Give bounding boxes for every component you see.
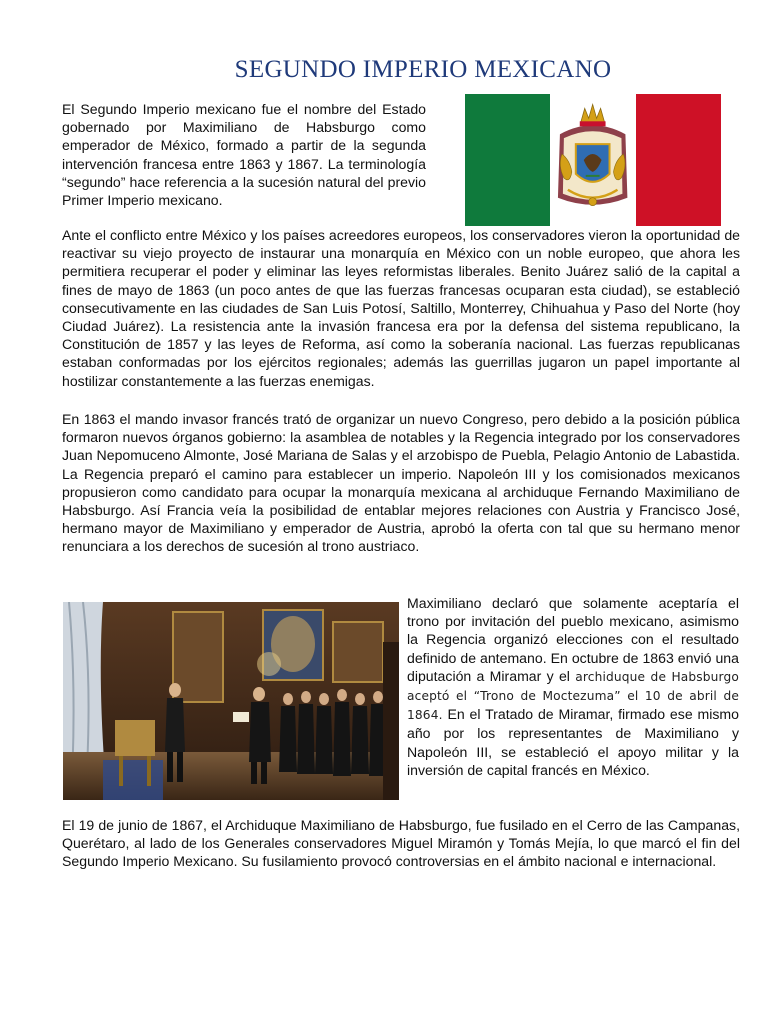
paragraph-miramar-part-1: Maximiliano declaró que solamente aceptaría el trono por invitación del pueblo mexicano, asimismo la Regencia organizó elecciones con el resultado definido de antemano. En octubre de 1863 envió una diputación a Miramar y el [407,595,739,684]
paragraph-conflict: Ante el conflicto entre México y los países acreedores europeos, los conservadores vieron la oportunidad de reactivar su viejo proyecto de instaurar una monarquía en México con un noble europeo, que ahora les permitiera recuperar el poder y eliminar las leyes reformistas liberales. Benito Juárez salió de la capital a fines de mayo de 1863 (un poco antes de que las fuerzas francesas ocuparan esta ciudad), se estableció consecutivamente en las ciudades de San Luis Potosí, Saltillo, Monterrey, Chihuahua y Paso del Norte (hoy Ciudad Juárez). La resistencia ante la invasión francesa era por la defensa del sistema republicano, la Constitución de 1857 y las leyes de Reforma, así como la soberanía nacional. Las fuerzas republicanas estaban conformadas por los ejércitos regionales; además las guerrillas jugaron un papel importante al hostilizar constantemente a las fuerzas enemigas. [62,227,740,389]
coat-of-arms-icon [550,94,635,226]
paragraph-execution: El 19 de junio de 1867, el Archiduque Maximiliano de Habsburgo, fue fusilado en el Cerro de las Campanas, Querétaro, al lado de los Generales conservadores Miguel Miramón y Tomás Mejía, lo que marcó el fin del Segundo Imperio Mexicano. Su fusilamiento provocó controversias en el ámbito nacional e internacional. [62,817,740,870]
paragraph-intro: El Segundo Imperio mexicano fue el nombre del Estado gobernado por Maximiliano de Habsburgo como emperador de México, formado a partir de la segunda intervención francesa entre 1863 y 1867. La terminología “segundo” hace referencia a la sucesión natural del previo Primer Imperio mexicano. [62,101,426,209]
flag-white-band [550,94,635,226]
paragraph-miramar [407,594,739,779]
painting-maximilian-mexican-delegation-icon [63,602,399,800]
flag-second-mexican-empire-icon [465,94,721,226]
paragraph-miramar-part-3: En el Tratado de Miramar, firmado ese mismo año por los representantes de Maximiliano y Napoleón III, se estableció el apoyo militar y la inversión de capital francés en México. [407,706,739,778]
flag-green-band [465,94,550,226]
flag-red-band [636,94,721,226]
paragraph-miramar-part-2: archiduque de Habsburgo aceptó el “Trono de Moctezuma” el 10 de abril de 1864. [407,669,739,723]
paragraph-regency: En 1863 el mando invasor francés trató de organizar un nuevo Congreso, pero debido a la posición pública formaron nuevos órganos gobierno: la asamblea de notables y la Regencia integrado por los conservadores Juan Nepomuceno Almonte, José Mariana de Salas y el arzobispo de Puebla, Pelagio Antonio de Labastida. La Regencia preparó el camino para establecer un imperio. Napoleón III y los comisionados mexicanos propusieron como candidato para ocupar la monarquía mexicana al archiduque Fernando Maximiliano de Habsburgo. Así Francia veía la posibilidad de entablar mejores relaciones con Austria y Francisco José, hermano mayor de Maximiliano y emperador de Austria, aprobó la oferta con tal que su hermano menor renunciara a los derechos de sucesión al trono austriaco. [62,411,740,555]
page-title: SEGUNDO IMPERIO MEXICANO [234,56,612,83]
